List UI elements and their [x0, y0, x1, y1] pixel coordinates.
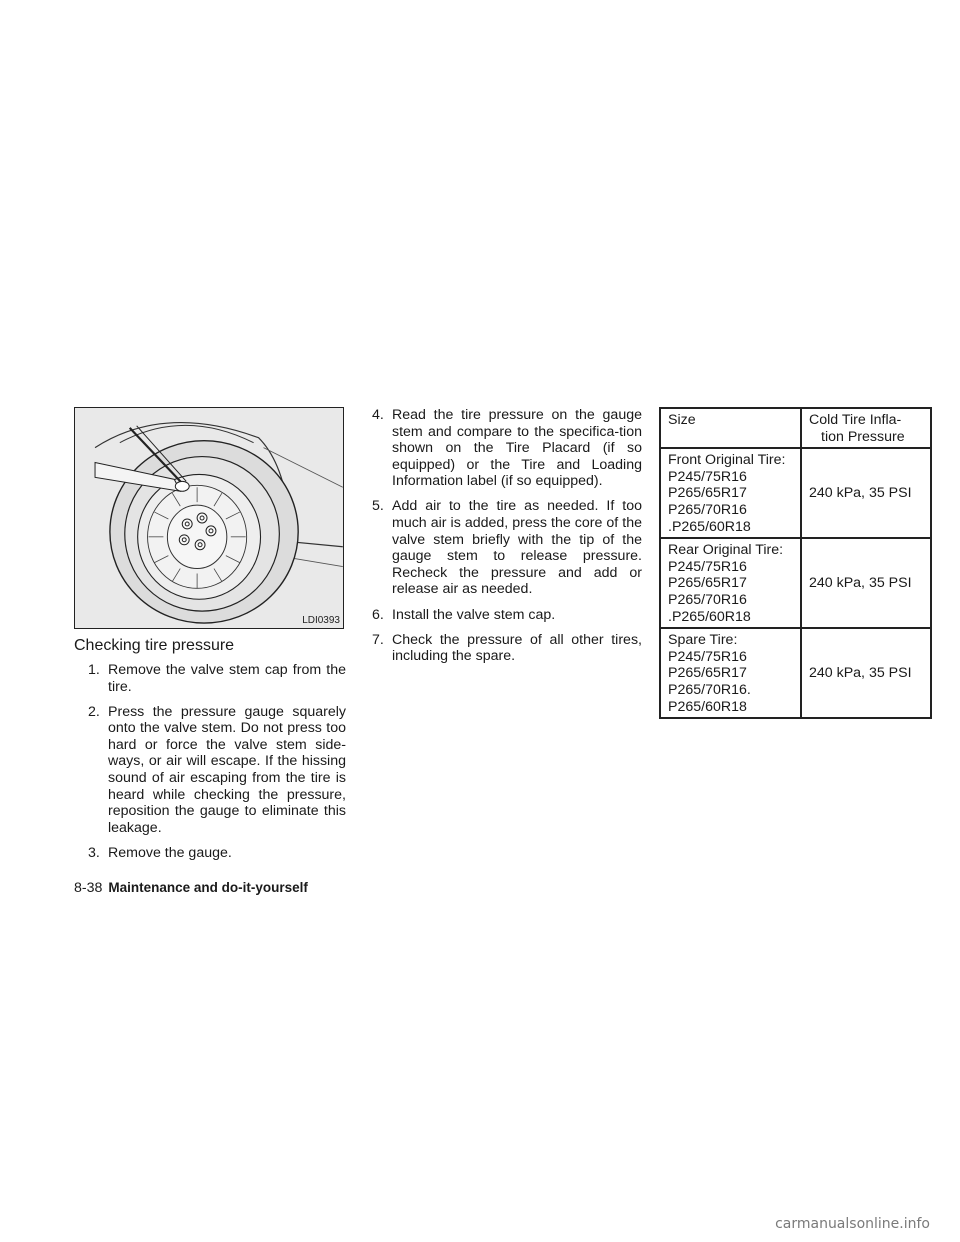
row-pressure: 240 kPa, 35 PSI [801, 538, 931, 628]
footer-section-title: Maintenance and do-it-yourself [108, 880, 308, 895]
list-item: 5. Add air to the tire as needed. If too much air is added, press the core of the valve stem briefly with the tip of the gauge stem to release pressure. Recheck the pressure and add or release air as needed. [372, 498, 642, 598]
table-row [660, 538, 931, 628]
table-header-row [660, 408, 931, 448]
row-sizes: Spare Tire: P245/75R16 P265/65R17 P265/70R16. P265/60R18 [660, 628, 801, 718]
tire-illustration [74, 407, 344, 629]
steps-column-left [74, 662, 346, 870]
page-number: 8-38 [74, 880, 103, 896]
row-pressure: 240 kPa, 35 PSI [801, 628, 931, 718]
watermark-link[interactable]: carmanualsonline.info [775, 1216, 930, 1232]
list-item: 7. Check the pressure of all other tires, including the spare. [372, 631, 642, 665]
row-sizes: Front Original Tire: P245/75R16 P265/65R17 P265/70R16 .P265/60R18 [660, 448, 801, 538]
table-row [660, 448, 931, 538]
tire-pressure-table [659, 407, 932, 719]
figure-code: LDI0393 [302, 615, 340, 626]
page-footer [74, 880, 308, 896]
list-item: 6. Install the valve stem cap. [372, 606, 556, 623]
tire-gauge-drawing [75, 408, 343, 628]
header-size: Size [660, 408, 801, 448]
row-sizes: Rear Original Tire: P245/75R16 P265/65R17 P265/70R16 .P265/60R18 [660, 538, 801, 628]
list-item: 1. Remove the valve stem cap from the tire. [88, 662, 346, 695]
steps-column-middle [372, 407, 642, 673]
section-title: Checking tire pressure [74, 637, 235, 654]
header-pressure: Cold Tire Infla-tion Pressure [801, 408, 931, 448]
list-item: 4. Read the tire pressure on the gauge stem and compare to the specifica-tion shown on the Tire Placard (if so equipped) or the Tire and Loading Information label (if so equipped). [372, 407, 642, 490]
list-item: 3. Remove the gauge. [88, 844, 232, 861]
table-row [660, 628, 931, 718]
row-pressure: 240 kPa, 35 PSI [801, 448, 931, 538]
list-item: 2. Press the pressure gauge squarely onto the valve stem. Do not press too hard or force the valve stem side-ways, or air will escape. If the hissing sound of air escaping from the tire is heard while checking the pressure, reposition the gauge to eliminate this leakage. [88, 703, 346, 836]
